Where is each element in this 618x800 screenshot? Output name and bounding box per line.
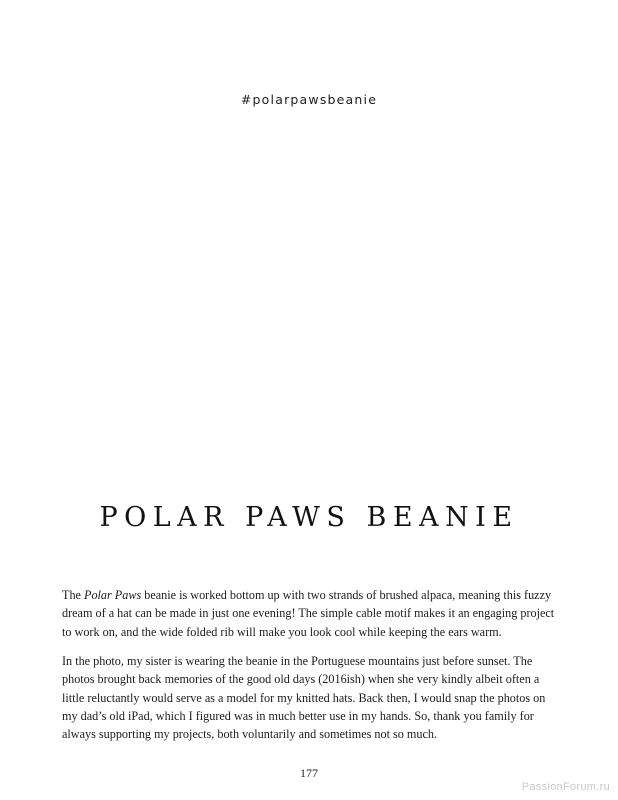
hashtag: #polarpawsbeanie [240, 92, 378, 107]
intro-prefix: The [62, 588, 84, 602]
watermark: PassionForum.ru [521, 781, 610, 793]
intro-paragraph [62, 586, 556, 641]
story-paragraph: In the photo, my sister is wearing the beanie in the Portuguese mountains just before sunset. The photos brought back memories of the good old days (2016ish) when she very kindly albeit often a little reluctantly would serve as a model for my knitted hats. Back then, I would snap the photos on my dad’s old iPad, which I figured was in much better use in my hands. So, thank you family for always supporting my projects, both voluntarily and sometimes not so much. [62, 654, 546, 742]
pattern-name-italic: Polar Paws [84, 588, 142, 602]
page-number: 177 [300, 766, 318, 780]
page-title: POLAR PAWS BEANIE [99, 502, 519, 533]
intro-rest: beanie is worked bottom up with two strands of brushed alpaca, meaning this fuzzy dream of a hat can be made in just one evening! The simple cable motif makes it an engaging project to work on, and the wide folded rib will make you look cool while keeping the ears warm. [62, 588, 555, 639]
